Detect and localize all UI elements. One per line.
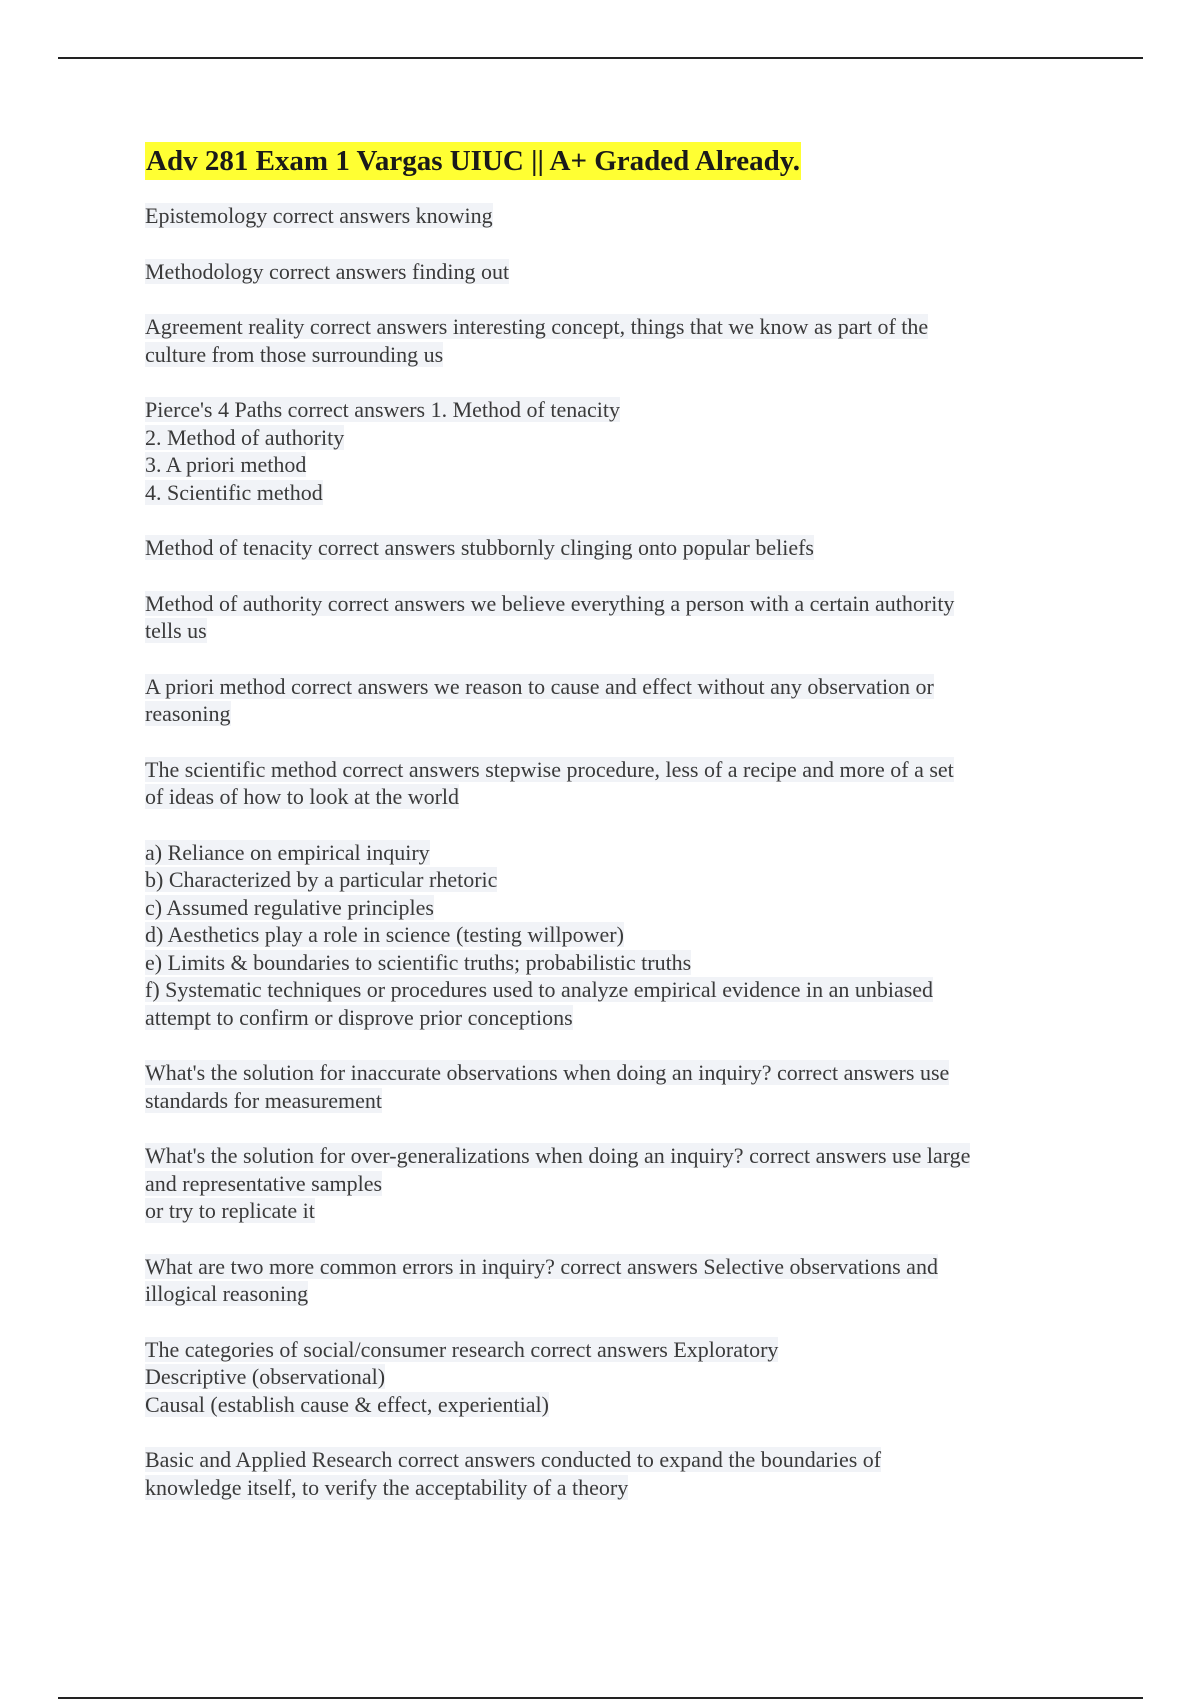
qa-entry <box>145 1253 1065 1308</box>
qa-entry-text: attempt to confirm or disprove prior conceptions <box>145 1004 573 1030</box>
qa-entry-text: Pierce's 4 Paths correct answers 1. Method of tenacity <box>145 397 620 422</box>
qa-entry-line <box>145 617 1065 645</box>
qa-entry <box>145 534 1065 562</box>
bottom-rule <box>58 1697 1143 1699</box>
qa-list <box>145 202 1065 1501</box>
qa-entry-text: culture from those surrounding us <box>145 341 444 367</box>
qa-entry-line <box>145 921 1065 949</box>
qa-entry <box>145 258 1065 286</box>
qa-entry <box>145 839 1065 1032</box>
qa-entry-line <box>145 1087 1065 1115</box>
qa-entry-line <box>145 1170 1065 1198</box>
qa-entry-text: e) Limits & boundaries to scientific truths; probabilistic truths <box>145 949 692 975</box>
qa-entry-line <box>145 479 1065 507</box>
qa-entry-line <box>145 1474 1065 1502</box>
qa-entry-line <box>145 1280 1065 1308</box>
qa-entry-text: Method of authority correct answers we believe everything a person with a certain authority <box>145 590 955 616</box>
qa-entry-line <box>145 1142 1065 1170</box>
qa-entry-text: reasoning <box>145 701 231 726</box>
qa-entry <box>145 1446 1065 1501</box>
qa-entry-text: The categories of social/consumer research correct answers Exploratory <box>145 1336 779 1362</box>
qa-entry-text: A priori method correct answers we reason to cause and effect without any observation or <box>145 673 934 699</box>
document-title: Adv 281 Exam 1 Vargas UIUC || A+ Graded Already. <box>145 142 801 180</box>
qa-entry <box>145 590 1065 645</box>
qa-entry-text: 3. A priori method <box>145 452 307 477</box>
qa-entry-text: What's the solution for inaccurate observations when doing an inquiry? correct answers use <box>145 1060 950 1085</box>
qa-entry-line <box>145 756 1065 784</box>
qa-entry-line <box>145 534 1065 562</box>
qa-entry-text: standards for measurement <box>145 1087 383 1113</box>
qa-entry-text: The scientific method correct answers stepwise procedure, less of a recipe and more of a set <box>145 756 954 782</box>
qa-entry-line <box>145 1197 1065 1225</box>
qa-entry-text: Basic and Applied Research correct answers conducted to expand the boundaries of <box>145 1447 882 1472</box>
qa-entry-text: 2. Method of authority <box>145 424 345 450</box>
qa-entry-text: Descriptive (observational) <box>145 1364 386 1389</box>
qa-entry-text: or try to replicate it <box>145 1198 315 1223</box>
qa-entry-line <box>145 202 1065 230</box>
qa-entry <box>145 1336 1065 1419</box>
qa-entry-line <box>145 673 1065 701</box>
qa-entry-text: knowledge itself, to verify the acceptability of a theory <box>145 1474 629 1500</box>
qa-entry <box>145 396 1065 506</box>
qa-entry-line <box>145 1253 1065 1281</box>
qa-entry-text: Agreement reality correct answers interesting concept, things that we know as part of the <box>145 314 929 339</box>
qa-entry-line <box>145 258 1065 286</box>
qa-entry <box>145 202 1065 230</box>
qa-entry-line <box>145 1004 1065 1032</box>
qa-entry-text: Epistemology correct answers knowing <box>145 203 493 228</box>
qa-entry-text: illogical reasoning <box>145 1281 309 1306</box>
qa-entry-text: Method of tenacity correct answers stubbornly clinging onto popular beliefs <box>145 535 814 560</box>
qa-entry-line <box>145 1391 1065 1419</box>
document-body <box>145 142 1065 1529</box>
qa-entry-line <box>145 313 1065 341</box>
qa-entry-text: a) Reliance on empirical inquiry <box>145 839 430 865</box>
qa-entry-line <box>145 451 1065 479</box>
qa-entry-text: Causal (establish cause & effect, experiential) <box>145 1391 549 1417</box>
qa-entry-line <box>145 839 1065 867</box>
qa-entry-line <box>145 590 1065 618</box>
qa-entry-line <box>145 396 1065 424</box>
qa-entry-line <box>145 976 1065 1004</box>
qa-entry-line <box>145 866 1065 894</box>
qa-entry-line <box>145 700 1065 728</box>
qa-entry-line <box>145 341 1065 369</box>
qa-entry <box>145 1059 1065 1114</box>
qa-entry-line <box>145 894 1065 922</box>
qa-entry-line <box>145 1446 1065 1474</box>
qa-entry <box>145 756 1065 811</box>
qa-entry-text: What are two more common errors in inquiry? correct answers Selective observations and <box>145 1253 938 1279</box>
qa-entry-text: tells us <box>145 618 207 643</box>
qa-entry-text: Methodology correct answers finding out <box>145 258 510 284</box>
qa-entry-line <box>145 1363 1065 1391</box>
qa-entry-text: What's the solution for over-generalizations when doing an inquiry? correct answers use large <box>145 1143 971 1168</box>
qa-entry <box>145 313 1065 368</box>
qa-entry-text: c) Assumed regulative principles <box>145 894 434 920</box>
qa-entry-line <box>145 424 1065 452</box>
qa-entry-text: b) Characterized by a particular rhetoric <box>145 867 498 892</box>
qa-entry-line <box>145 783 1065 811</box>
top-rule <box>58 57 1143 59</box>
qa-entry <box>145 673 1065 728</box>
qa-entry-text: 4. Scientific method <box>145 479 323 505</box>
qa-entry-text: d) Aesthetics play a role in science (testing willpower) <box>145 922 624 947</box>
qa-entry <box>145 1142 1065 1225</box>
qa-entry-text: f) Systematic techniques or procedures used to analyze empirical evidence in an unbiased <box>145 977 934 1002</box>
qa-entry-line <box>145 949 1065 977</box>
qa-entry-line <box>145 1336 1065 1364</box>
qa-entry-text: of ideas of how to look at the world <box>145 784 460 809</box>
qa-entry-line <box>145 1059 1065 1087</box>
qa-entry-text: and representative samples <box>145 1170 383 1196</box>
